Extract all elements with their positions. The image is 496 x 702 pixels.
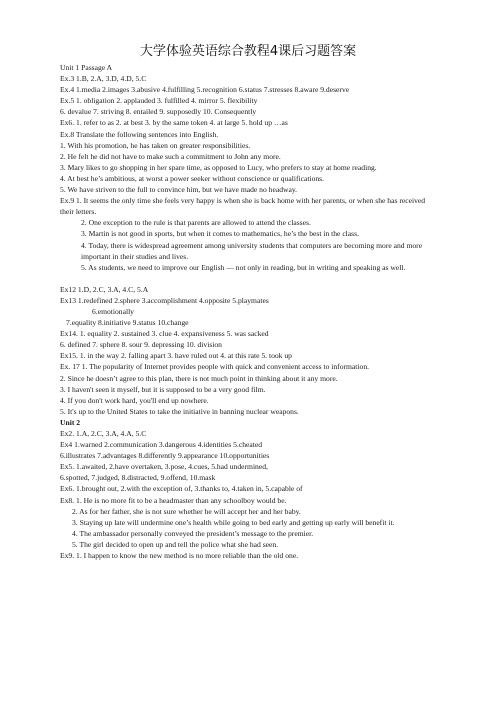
text-line: Ex4 1.warned 2.communication 3.dangerous 4.identities 5.cheated (60, 440, 263, 450)
text-line: 6.spotted, 7.judged, 8.distracted, 9.offend, 10.mask (60, 473, 216, 483)
text-line: Ex14. 1. equality 2. sustained 3. clue 4. expansiveness 5. was sacked (60, 329, 269, 339)
text-line: 3. Martin is not good in sports, but when it comes to mathematics, he’s the best in the class. (81, 229, 359, 239)
text-line: Ex. 17 1. The popularity of Internet provides people with quick and convenient access to information. (60, 362, 370, 372)
text-line: Ex.4 1.media 2.images 3.abusive 4.fulfilling 5.recognition 6.status 7.stresses 8.aware 9.deserve (60, 85, 350, 95)
text-line: 3. Mary likes to go shopping in her spare time, as opposed to Lucy, who prefers to stay at home reading. (60, 162, 377, 172)
text-line: 2. As for her father, she is not sure whether he will accept her and her baby. (72, 506, 301, 516)
text-line: 3. I haven't seen it myself, but it is supposed to be a very good film. (60, 384, 266, 394)
blank-line (60, 273, 440, 284)
text-line: 6.illustrates 7.advantages 8.differently 9.appearance 10.opportunities (60, 451, 270, 461)
text-line: 2. Since he doesn’t agree to this plan, there is not much point in thinking about it any more. (60, 373, 338, 383)
text-line: Unit 1 Passage A (60, 63, 113, 72)
text-line: 6. defined 7. sphere 8. sour 9. depressing 10. division (60, 340, 222, 350)
text-line: Ex.9 1. It seems the only time she feels very happy is when she is back home with her parents, or when she has received their letters. (60, 196, 426, 217)
text-line: 2. He felt he did not have to make such a commitment to John any more. (60, 151, 281, 161)
text-line: Ex.8 Translate the following sentences into English. (60, 129, 219, 139)
text-line: Ex9. 1. I happen to know the new method is no more reliable than the old one. (60, 551, 299, 561)
document-title: 大学体验英语综合教程4课后习题答案 (139, 44, 357, 59)
text-line: 3. Staying up late will undermine one’s health while going to bed early and getting up early will benefit it. (72, 517, 395, 527)
text-line: 4. At best he’s ambitious, at worst a power seeker without conscience or qualifications. (60, 173, 325, 183)
text-line: Ex2. 1.A, 2.C, 3.A, 4.A, 5.C (60, 429, 147, 438)
text-line: 5. As students, we need to improve our English — not only in reading, but in writing and speaking as well. (81, 262, 406, 272)
text-line: 5. It's up to the United States to take the initiative in banning nuclear weapons. (60, 406, 299, 416)
text-line: Ex6. 1.brought out, 2.with the exception of, 3.thanks to, 4.taken in, 5.capable of (60, 484, 303, 494)
text-line: Ex.5 1. obligation 2. applauded 3. fulfilled 4. mirror 5. flexibility (60, 96, 258, 106)
text-line: 6. devalue 7. striving 8. entailed 9. supposedly 10. Consequently (60, 107, 257, 117)
text-line: Ex15. 1. in the way 2. falling apart 3. have ruled out 4. at this rate 5. took up (60, 351, 292, 361)
text-line: Ex6. 1. refer to as 2. at best 3. by the same token 4. at large 5. hold up …as (60, 118, 288, 128)
text-line: 4. The ambassador personally conveyed the president’s message to the premier. (72, 528, 314, 538)
text-line: 5. The girl decided to open up and tell the police what she had seen. (72, 539, 279, 549)
text-line: Ex.3 1.B, 2.A, 3.D, 4.D, 5.C (60, 74, 147, 84)
text-line: 1. With his promotion, he has taken on greater responsibilities. (60, 140, 251, 150)
text-line: Ex5. 1.awaited, 2.have overtaken, 3.pose, 4.cues, 5.had undermined, (60, 462, 268, 472)
text-line: 5. We have striven to the full to convince him, but we have made no headway. (60, 185, 298, 195)
document-body (60, 62, 440, 561)
text-line: Ex8. 1. He is no more fit to be a headmaster than any schoolboy would be. (60, 495, 287, 505)
text-line: Ex12 1.D, 2.C, 3.A, 4.C, 5.A (60, 284, 149, 294)
text-line: 4. If you don't work hard, you'll end up nowhere. (60, 395, 209, 405)
text-line: Unit 2 (60, 417, 81, 427)
text-line: 2. One exception to the rule is that parents are allowed to attend the classes. (81, 218, 311, 228)
text-line: 4. Today, there is widespread agreement among university students that computers are becoming more and more important in their studies and lives. (81, 240, 423, 261)
text-line: 6.emotionally (92, 306, 134, 316)
text-line: 7.equality 8.initiative 9.status 10.change (66, 318, 189, 328)
text-line: Ex13 1.redefined 2.sphere 3.accomplishment 4.opposite 5.playmates (60, 295, 269, 305)
